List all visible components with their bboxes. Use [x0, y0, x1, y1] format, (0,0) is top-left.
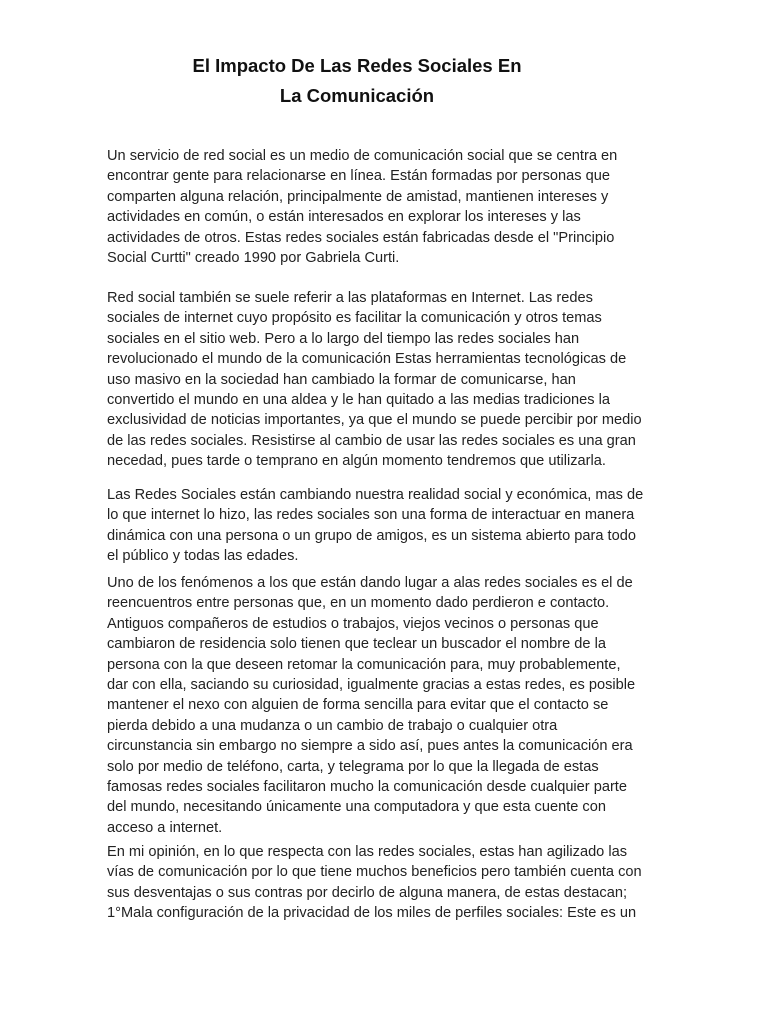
paragraph-1	[107, 146, 707, 268]
text-line: lo que internet lo hizo, las redes sociales son una forma de interactuar en manera	[107, 507, 635, 524]
document-title-line-2: La Comunicación	[279, 85, 435, 106]
paragraph-2	[107, 288, 707, 472]
text-line: Social Curtti" creado 1990 por Gabriela Curti.	[107, 250, 400, 267]
text-line: circunstancia sin embargo no siempre a sido así, pues antes la comunicación era	[107, 738, 633, 755]
text-line: reencuentros entre personas que, en un momento dado perdieron e contacto.	[107, 595, 610, 612]
text-line: En mi opinión, en lo que respecta con las redes sociales, estas han agilizado las	[107, 844, 628, 860]
text-line: revolucionado el mundo de la comunicación Estas herramientas tecnológicas de	[107, 351, 627, 368]
text-line: solo por medio de teléfono, carta, y telegrama por lo que la llegada de estas	[107, 758, 599, 775]
text-line: mantener el nexo con alguien de forma sencilla para evitar que el contacto se	[107, 697, 609, 714]
text-line: convertido el mundo en una aldea y le han quitado a las medias tradiciones la	[107, 392, 610, 409]
text-line: Uno de los fenómenos a los que están dando lugar a alas redes sociales es el de	[107, 575, 633, 591]
text-line: Antiguos compañeros de estudios o trabajos, viejos vecinos o personas que	[107, 615, 599, 632]
text-line: exclusividad de noticias importantes, ya que el mundo se puede percibir por medio	[107, 412, 642, 429]
text-line: de las redes sociales. Resistirse al cambio de usar las redes sociales es una gran	[107, 432, 636, 449]
text-line: Las Redes Sociales están cambiando nuestra realidad social y económica, mas de	[107, 487, 644, 503]
text-line: vías de comunicación por lo que tiene muchos beneficios pero también cuenta con	[107, 864, 642, 881]
text-line: sociales en el sitio web. Pero a lo largo del tiempo las redes sociales han	[107, 330, 580, 347]
text-line: acceso a internet.	[107, 819, 223, 836]
text-line: 1°Mala configuración de la privacidad de los miles de perfiles sociales: Este es un	[107, 905, 637, 922]
text-line: el público y todas las edades.	[107, 548, 299, 565]
paragraph-4	[107, 573, 707, 838]
text-line: comparten alguna relación, principalmente de amistad, mantienen intereses y	[107, 188, 609, 205]
text-line: Red social también se suele referir a las plataformas en Internet. Las redes	[107, 290, 593, 306]
paragraph-3	[107, 485, 707, 567]
text-line: necedad, pues tarde o temprano en algún momento tendremos que utilizarla.	[107, 453, 606, 470]
text-line: sociales de internet cuyo propósito es facilitar la comunicación y otros temas	[107, 310, 602, 327]
text-line: dar con ella, saciando su curiosidad, igualmente gracias a estas redes, es posible	[107, 677, 636, 694]
text-line: cambiaron de residencia solo tienen que teclear un buscador el nombre de la	[107, 636, 606, 653]
text-line: actividades en común, o están interesados en explorar los intereses y las	[107, 209, 581, 226]
text-line: del mundo, necesitando únicamente una computadora y que esta cuente con	[107, 799, 606, 816]
document-title-line-1: El Impacto De Las Redes Sociales En	[192, 55, 522, 76]
text-line: persona con la que deseen retomar la comunicación para, muy probablemente,	[107, 656, 621, 673]
paragraph-5	[107, 842, 707, 924]
text-line: dinámica con una persona o un grupo de amigos, es un sistema abierto para todo	[107, 527, 636, 544]
text-line: encontrar gente para relacionarse en línea. Están formadas por personas que	[107, 168, 610, 185]
text-line: sus desventajas o sus contras por decirlo de alguna manera, de estas destacan;	[107, 884, 628, 901]
text-line: pierda debido a una mudanza o un cambio de trabajo o cualquier otra	[107, 717, 558, 734]
text-line: uso masivo en la sociedad han cambiado la formar de comunicarse, han	[107, 371, 576, 388]
text-line: famosas redes sociales facilitaron mucho la comunicación desde cualquier parte	[107, 779, 627, 796]
text-line: actividades de otros. Estas redes sociales están fabricadas desde el "Principio	[107, 229, 615, 246]
text-line: Un servicio de red social es un medio de comunicación social que se centra en	[107, 148, 618, 164]
